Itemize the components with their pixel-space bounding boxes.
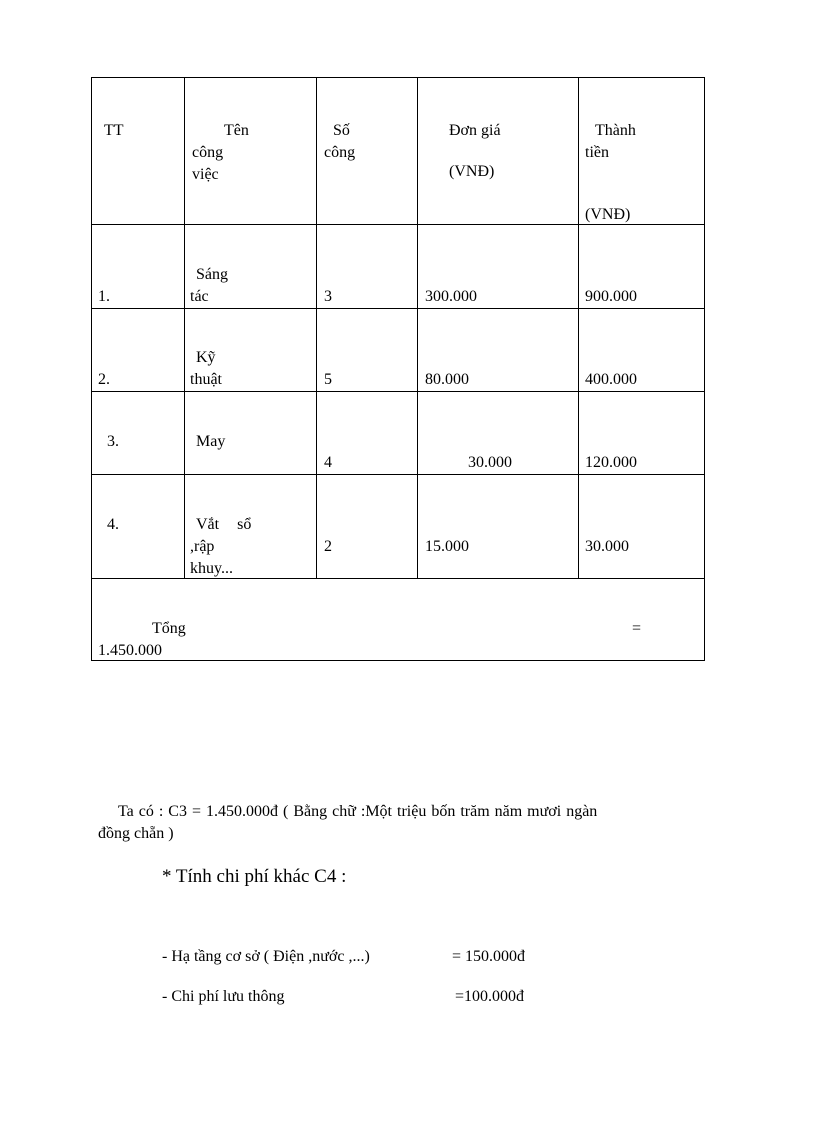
row1-name-2: tác [190,288,209,305]
row3-days: 4 [324,454,332,471]
row1-days: 3 [324,288,332,305]
header-tt: TT [104,122,124,139]
row3-amount: 120.000 [585,454,637,471]
header-amount-1: Thành [595,122,636,139]
circulation-cost-value: =100.000đ [455,988,525,1005]
cost-table [91,77,705,661]
row4-name-3: khuy... [190,560,233,577]
header-workdays-1: Số [333,122,350,139]
header-workdays-2: công [324,144,356,161]
header-amount-3: (VNĐ) [585,206,631,223]
row2-name-2: thuật [190,371,222,388]
row2-price: 80.000 [425,371,469,388]
circulation-cost-label: - Chi phí lưu thông [162,988,285,1005]
row4-tt: 4. [107,516,119,533]
header-task-name-2: công [192,144,224,161]
c3-sentence-line1: Ta có : C3 = 1.450.000đ ( Bằng chữ :Một triệu bốn trăm năm mươi ngàn [118,803,598,820]
infra-cost-value: = 150.000đ [452,948,526,965]
row4-amount: 30.000 [585,538,629,555]
row2-days: 5 [324,371,332,388]
row1-name-1: Sáng [196,266,228,283]
c4-heading: * Tính chi phí khác C4 : [162,866,347,887]
infra-cost-label: - Hạ tầng cơ sở ( Điện ,nước ,...) [162,948,370,965]
header-task-name-1: Tên [224,122,249,139]
row3-price: 30.000 [468,454,512,471]
total-label: Tổng [152,620,186,637]
header-unit-price-1: Đơn giá [449,122,501,139]
header-amount-2: tiền [585,144,609,161]
row1-tt: 1. [98,288,110,305]
total-equals: = [632,620,642,637]
row4-name-2: ,rập [190,538,215,555]
row1-amount: 900.000 [585,288,637,305]
total-value: 1.450.000 [98,642,162,659]
row4-days: 2 [324,538,332,555]
row1-price: 300.000 [425,288,477,305]
c3-sentence-line2: đồng chẵn ) [98,825,174,842]
row3-tt: 3. [107,433,119,450]
row2-tt: 2. [98,371,110,388]
header-task-name-3: việc [192,166,219,183]
row2-name-1: Kỹ [196,349,216,366]
row2-amount: 400.000 [585,371,637,388]
row3-name-1: May [196,433,226,450]
row4-price: 15.000 [425,538,469,555]
row4-name-1: Vắt sổ [196,516,252,533]
header-unit-price-2: (VNĐ) [449,163,495,180]
